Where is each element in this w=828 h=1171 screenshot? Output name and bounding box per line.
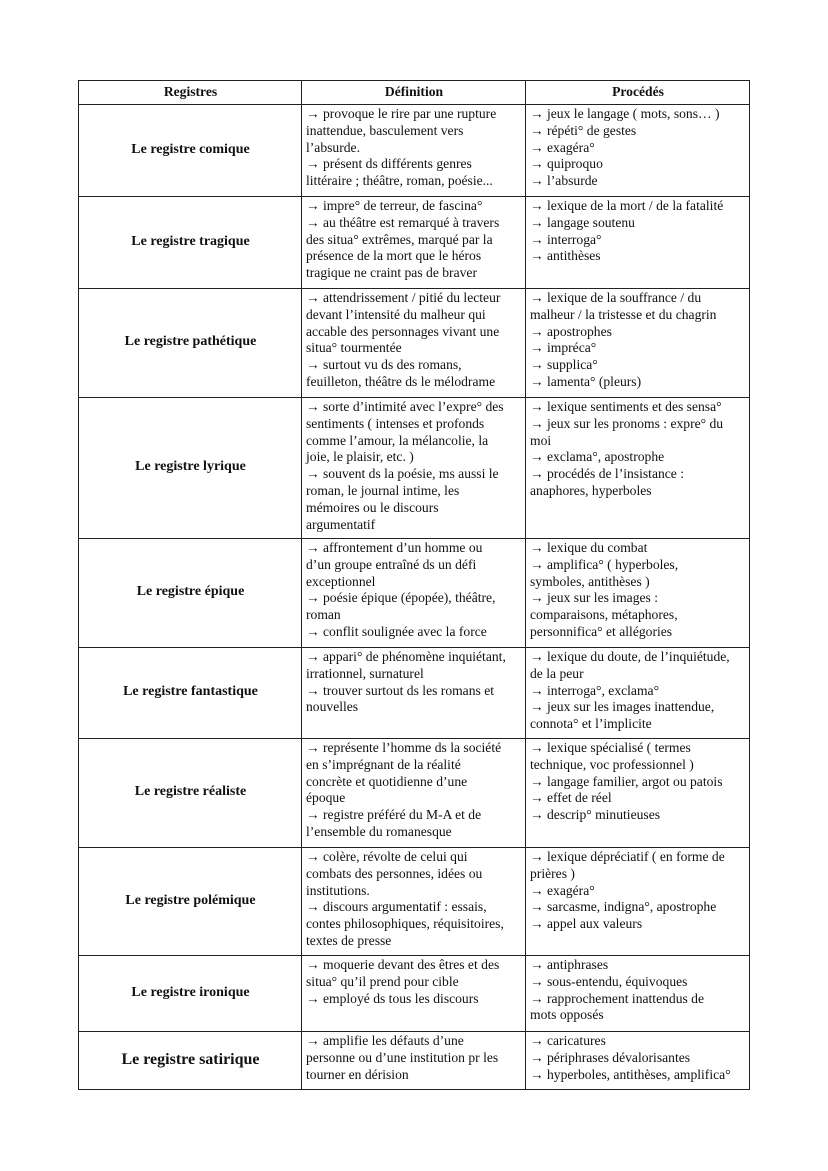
procedes-line: → jeux sur les images inattendue, (530, 699, 715, 715)
procedes-line: → caricatures (530, 1033, 606, 1048)
definition-cell (302, 1032, 526, 1090)
definition-cell (302, 105, 526, 197)
definition-line: → trouver surtout ds les romans et (306, 682, 495, 698)
definition-line: argumentatif (306, 516, 376, 532)
procedes-cell (526, 739, 750, 848)
definition-line: accable des personnages vivant une (306, 323, 500, 339)
registres-table (78, 80, 750, 1090)
table-row (79, 539, 750, 648)
procedes-line: → lexique sentiments et des sensa° (530, 399, 722, 414)
table-row (79, 1032, 750, 1090)
definition-line: → discours argumentatif : essais, (306, 899, 487, 915)
procedes-cell (526, 848, 750, 956)
procedes-line: de la peur (530, 665, 584, 681)
definition-line: → appari° de phénomène inquiétant, (306, 649, 506, 664)
definition-line: situa° qu’il prend pour cible (306, 973, 459, 989)
definition-line: présence de la mort que le héros (306, 248, 482, 264)
definition-cell (302, 956, 526, 1032)
definition-line: roman (306, 607, 341, 623)
procedes-line: → rapprochement inattendus de (530, 990, 705, 1006)
definition-line: roman, le journal intime, les (306, 482, 460, 498)
registre-name: Le registre ironique (79, 956, 302, 1032)
procedes-line: connota° et l’implicite (530, 716, 652, 732)
registre-name: Le registre réaliste (79, 739, 302, 848)
definition-cell (302, 289, 526, 398)
procedes-line: technique, voc professionnel ) (530, 756, 694, 772)
procedes-line: → quiproquo (530, 156, 603, 172)
procedes-line: → sous-entendu, équivoques (530, 973, 688, 989)
table-row (79, 197, 750, 289)
definition-line: époque (306, 790, 346, 806)
definition-line: textes de presse (306, 932, 392, 948)
procedes-line: personnifica° et allégories (530, 623, 673, 639)
definition-line: concrète et quotidienne d’une (306, 773, 468, 789)
definition-cell (302, 648, 526, 739)
definition-line: → registre préféré du M-A et de (306, 807, 482, 823)
procedes-cell (526, 398, 750, 539)
registre-name: Le registre comique (79, 105, 302, 197)
registre-name: Le registre fantastique (79, 648, 302, 739)
definition-line: → impre° de terreur, de fascina° (306, 198, 483, 213)
procedes-line: → hyperboles, antithèses, amplifica° (530, 1066, 731, 1082)
definition-line: nouvelles (306, 699, 359, 715)
procedes-line: → lexique spécialisé ( termes (530, 740, 691, 755)
procedes-line: → interroga° (530, 231, 602, 247)
definition-line: mémoires ou le discours (306, 499, 439, 515)
procedes-line: → sarcasme, indigna°, apostrophe (530, 899, 717, 915)
procedes-line: → lexique du combat (530, 540, 648, 555)
procedes-line: comparaisons, métaphores, (530, 607, 678, 623)
procedes-line: → périphrases dévalorisantes (530, 1049, 691, 1065)
header-registres: Registres (79, 81, 302, 105)
procedes-line: prières ) (530, 865, 575, 881)
procedes-line: symboles, antithèses ) (530, 573, 650, 589)
procedes-line: → l’absurde (530, 173, 598, 189)
table-row (79, 739, 750, 848)
definition-line: → poésie épique (épopée), théâtre, (306, 590, 496, 606)
definition-line: tragique ne craint pas de braver (306, 265, 477, 281)
definition-line: feuilleton, théâtre ds le mélodrame (306, 373, 496, 389)
definition-line: inattendue, basculement vers (306, 122, 464, 138)
definition-line: → souvent ds la poésie, ms aussi le (306, 466, 499, 482)
definition-line: sentiments ( intenses et profonds (306, 415, 485, 431)
procedes-line: → effet de réel (530, 790, 612, 806)
definition-line: comme l’amour, la mélancolie, la (306, 432, 489, 448)
procedes-line: → répéti° de gestes (530, 122, 637, 138)
definition-line: situa° tourmentée (306, 340, 402, 356)
definition-cell (302, 739, 526, 848)
procedes-cell (526, 956, 750, 1032)
registre-name: Le registre épique (79, 539, 302, 648)
procedes-line: → appel aux valeurs (530, 916, 643, 932)
procedes-line: → exclama°, apostrophe (530, 449, 665, 465)
definition-cell (302, 848, 526, 956)
table-row (79, 105, 750, 197)
definition-line: institutions. (306, 882, 370, 898)
definition-line: joie, le plaisir, etc. ) (306, 449, 414, 465)
definition-line: tourner en dérision (306, 1066, 409, 1082)
procedes-line: → lamenta° (pleurs) (530, 373, 642, 389)
definition-cell (302, 398, 526, 539)
procedes-line: → procédés de l’insistance : (530, 466, 685, 482)
procedes-line: anaphores, hyperboles (530, 482, 652, 498)
definition-line: exceptionnel (306, 573, 376, 589)
procedes-line: → supplica° (530, 357, 598, 373)
definition-line: → amplifie les défauts d’une (306, 1033, 464, 1048)
definition-line: l’absurde. (306, 139, 360, 155)
procedes-line: → langage soutenu (530, 214, 635, 230)
procedes-line: moi (530, 432, 552, 448)
procedes-line: → jeux sur les images : (530, 590, 658, 606)
procedes-line: → impréca° (530, 340, 597, 356)
definition-line: → employé ds tous les discours (306, 990, 479, 1006)
procedes-line: → exagéra° (530, 139, 595, 155)
definition-line: → provoque le rire par une rupture (306, 106, 497, 121)
registre-name: Le registre pathétique (79, 289, 302, 398)
procedes-line: → jeux le langage ( mots, sons… ) (530, 106, 720, 121)
definition-cell (302, 197, 526, 289)
definition-line: contes philosophiques, réquisitoires, (306, 916, 504, 932)
definition-line: → attendrissement / pitié du lecteur (306, 290, 501, 305)
procedes-line: → antithèses (530, 248, 601, 264)
header-row (79, 81, 750, 105)
procedes-line: mots opposés (530, 1007, 604, 1023)
definition-line: littéraire ; théâtre, roman, poésie... (306, 173, 493, 189)
header-procedes: Procédés (526, 81, 750, 105)
registre-name: Le registre polémique (79, 848, 302, 956)
definition-line: irrationnel, surnaturel (306, 665, 424, 681)
table-row (79, 398, 750, 539)
procedes-line: → jeux sur les pronoms : expre° du (530, 415, 724, 431)
header-definition: Définition (302, 81, 526, 105)
procedes-line: → descrip° minutieuses (530, 807, 661, 823)
procedes-line: malheur / la tristesse et du chagrin (530, 306, 717, 322)
definition-line: → sorte d’intimité avec l’expre° des (306, 399, 504, 414)
procedes-cell (526, 289, 750, 398)
definition-line: d’un groupe entraîné ds un défi (306, 556, 477, 572)
procedes-line: → lexique dépréciatif ( en forme de (530, 849, 725, 864)
procedes-cell (526, 197, 750, 289)
table-row (79, 648, 750, 739)
procedes-line: → lexique du doute, de l’inquiétude, (530, 649, 730, 664)
procedes-cell (526, 105, 750, 197)
definition-line: → présent ds différents genres (306, 156, 472, 172)
definition-line: → affrontement d’un homme ou (306, 540, 483, 555)
definition-line: → conflit soulignée avec la force (306, 623, 487, 639)
definition-line: personne ou d’une institution pr les (306, 1049, 499, 1065)
procedes-line: → exagéra° (530, 882, 595, 898)
procedes-cell (526, 1032, 750, 1090)
definition-line: → moquerie devant des êtres et des (306, 957, 500, 972)
procedes-line: → amplifica° ( hyperboles, (530, 556, 679, 572)
procedes-cell (526, 648, 750, 739)
procedes-line: → apostrophes (530, 323, 612, 339)
definition-line: en s’imprégnant de la réalité (306, 756, 461, 772)
definition-line: devant l’intensité du malheur qui (306, 306, 486, 322)
definition-line: → colère, révolte de celui qui (306, 849, 468, 864)
definition-line: → au théâtre est remarqué à travers (306, 214, 500, 230)
procedes-line: → lexique de la souffrance / du (530, 290, 702, 305)
procedes-line: → lexique de la mort / de la fatalité (530, 198, 724, 213)
definition-line: → surtout vu ds des romans, (306, 357, 462, 373)
procedes-line: → interroga°, exclama° (530, 682, 660, 698)
registre-name: Le registre satirique (79, 1032, 302, 1090)
registre-name: Le registre tragique (79, 197, 302, 289)
procedes-line: → langage familier, argot ou patois (530, 773, 723, 789)
table-row (79, 956, 750, 1032)
procedes-cell (526, 539, 750, 648)
definition-line: combats des personnes, idées ou (306, 865, 483, 881)
definition-line: → représente l’homme ds la société (306, 740, 502, 755)
definition-line: l’ensemble du romanesque (306, 823, 452, 839)
registre-name: Le registre lyrique (79, 398, 302, 539)
definition-cell (302, 539, 526, 648)
table-row (79, 289, 750, 398)
procedes-line: → antiphrases (530, 957, 609, 972)
definition-line: des situa° extrêmes, marqué par la (306, 231, 493, 247)
table-row (79, 848, 750, 956)
